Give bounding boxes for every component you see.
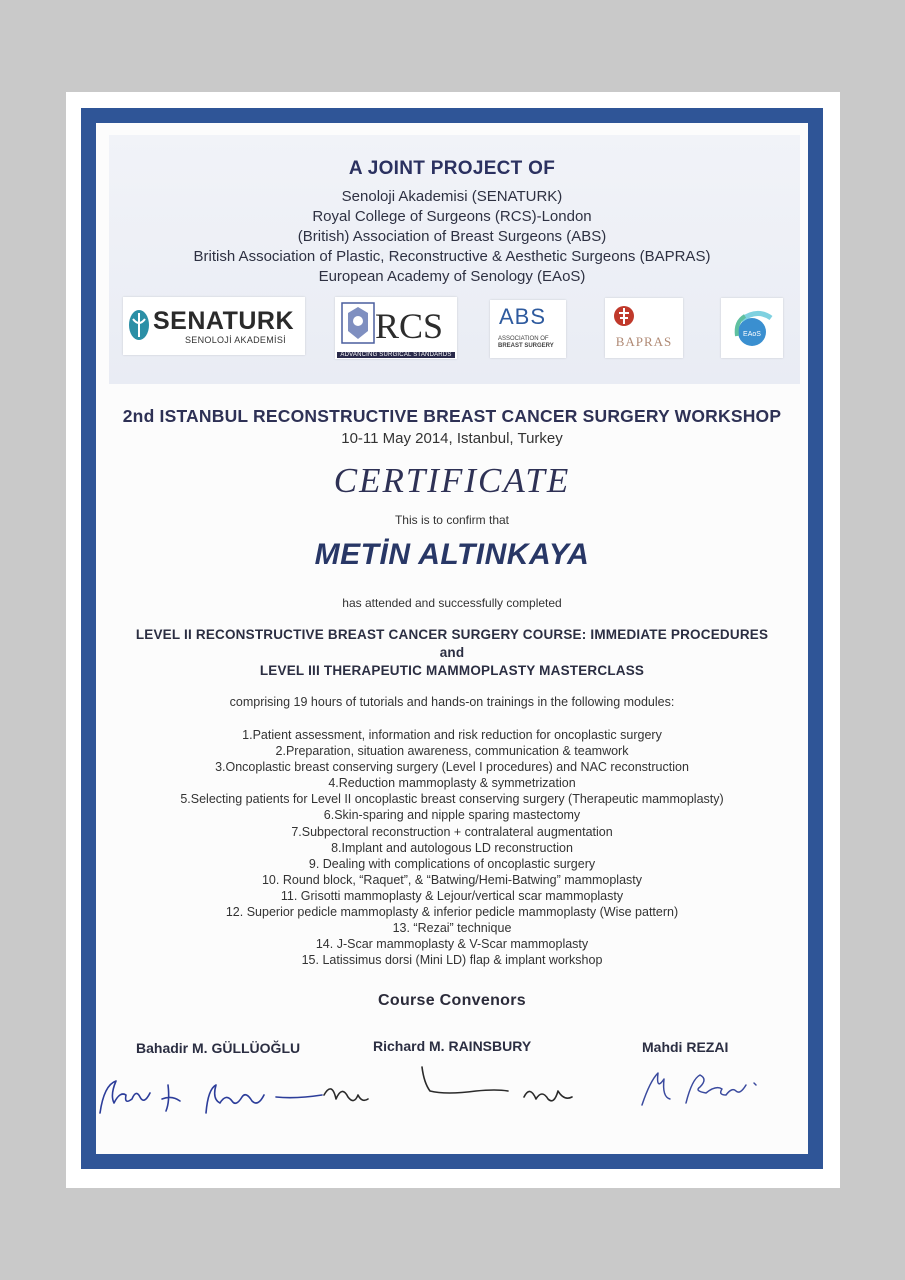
senaturk-logo-text: SENATURK [153,307,295,335]
course-line: LEVEL III THERAPEUTIC MAMMOPLASTY MASTERCLASS [259,663,645,678]
course-line: LEVEL II RECONSTRUCTIVE BREAST CANCER SURGERY COURSE: IMMEDIATE PROCEDURES [135,627,769,642]
rcs-logo-subtext: ADVANCING SURGICAL STANDARDS [337,352,455,358]
eaos-logo-text: EAoS [743,331,761,338]
attended-text: has attended and successfully completed [342,596,562,610]
module-item: 3.Oncoplastic breast conserving surgery (Level I procedures) and NAC reconstruction [215,760,689,775]
senaturk-tulip-icon [128,309,150,341]
module-item: 15. Latissimus dorsi (Mini LD) flap & implant workshop [301,953,603,968]
module-item: 13. “Rezai” technique [392,921,512,936]
abs-logo-subtext: ASSOCIATION OF BREAST SURGERY [498,336,554,349]
module-item: 12. Superior pedicle mammoplasty & inferior pedicle mammoplasty (Wise pattern) [225,905,679,920]
abs-logo [490,300,566,358]
signatures [96,1055,796,1125]
bapras-logo-text: BAPRAS [615,334,673,349]
bapras-emblem-icon [613,304,635,330]
convenors-title: Course Convenors [378,992,526,1009]
partner-item: Royal College of Surgeons (RCS)-London [312,208,592,225]
course-titles [96,626,808,680]
module-item: 4.Reduction mammoplasty & symmetrization [328,776,576,791]
module-item: 10. Round block, “Raquet”, & “Batwing/Hemi-Batwing” mammoplasty [261,872,642,887]
module-item: 9. Dealing with complications of oncoplastic surgery [308,856,596,871]
module-item: 6.Skin-sparing and nipple sparing mastectomy [323,808,581,823]
module-item: 2.Preparation, situation awareness, communication & teamwork [275,744,629,759]
convenor-name-gulluoglu: Bahadir M. GÜLLÜOĞLU [136,1040,301,1056]
module-list [96,727,808,968]
workshop-date: 10-11 May 2014, Istanbul, Turkey [341,430,563,447]
joint-project-title: A JOINT PROJECT OF [348,158,556,179]
recipient-name: METİN ALTINKAYA [314,538,590,571]
rcs-logo-text: RCS [375,306,444,346]
module-item: 8.Implant and autologous LD reconstruction [331,840,573,855]
module-item: 7.Subpectoral reconstruction + contralateral augmentation [291,824,613,839]
course-line: and [439,645,465,660]
convenor-name-rezai: Mahdi REZAI [642,1039,729,1055]
module-item: 11. Grisotti mammoplasty & Lejour/vertical scar mammoplasty [280,888,624,903]
rcs-crest-icon [340,301,376,347]
partner-item: British Association of Plastic, Reconstructive & Aesthetic Surgeons (BAPRAS) [193,248,711,265]
convenor-name-rainsbury: Richard M. RAINSBURY [373,1038,532,1054]
partner-item: (British) Association of Breast Surgeons (ABS) [297,228,607,245]
abs-logo-text: ABS [499,304,547,329]
confirm-text: This is to confirm that [394,513,510,527]
comprising-text: comprising 19 hours of tutorials and hands-on trainings in the following modules: [229,695,675,709]
signature-rezai [642,1073,756,1105]
senaturk-logo [123,297,305,355]
partner-list [96,187,808,287]
partner-item: European Academy of Senology (EAoS) [318,268,586,285]
module-item: 5.Selecting patients for Level II oncoplastic breast conserving surgery (Therapeutic mammoplasty) [180,792,724,807]
partner-item: Senoloji Akademisi (SENATURK) [341,188,563,205]
senaturk-logo-subtext: SENOLOJİ AKADEMİSİ [185,335,286,345]
certificate-title: CERTIFICATE [333,461,571,500]
module-item: 14. J-Scar mammoplasty & V-Scar mammoplasty [315,937,589,952]
module-item: 1.Patient assessment, information and risk reduction for oncoplastic surgery [242,728,662,742]
workshop-title: 2nd ISTANBUL RECONSTRUCTIVE BREAST CANCER SURGERY WORKSHOP [122,406,782,426]
rcs-logo [335,297,457,359]
eaos-logo [721,298,783,358]
eaos-globe-icon [727,302,777,354]
signature-gulluoglu [100,1081,322,1113]
bapras-logo [605,298,683,358]
signature-rainsbury [324,1067,572,1101]
